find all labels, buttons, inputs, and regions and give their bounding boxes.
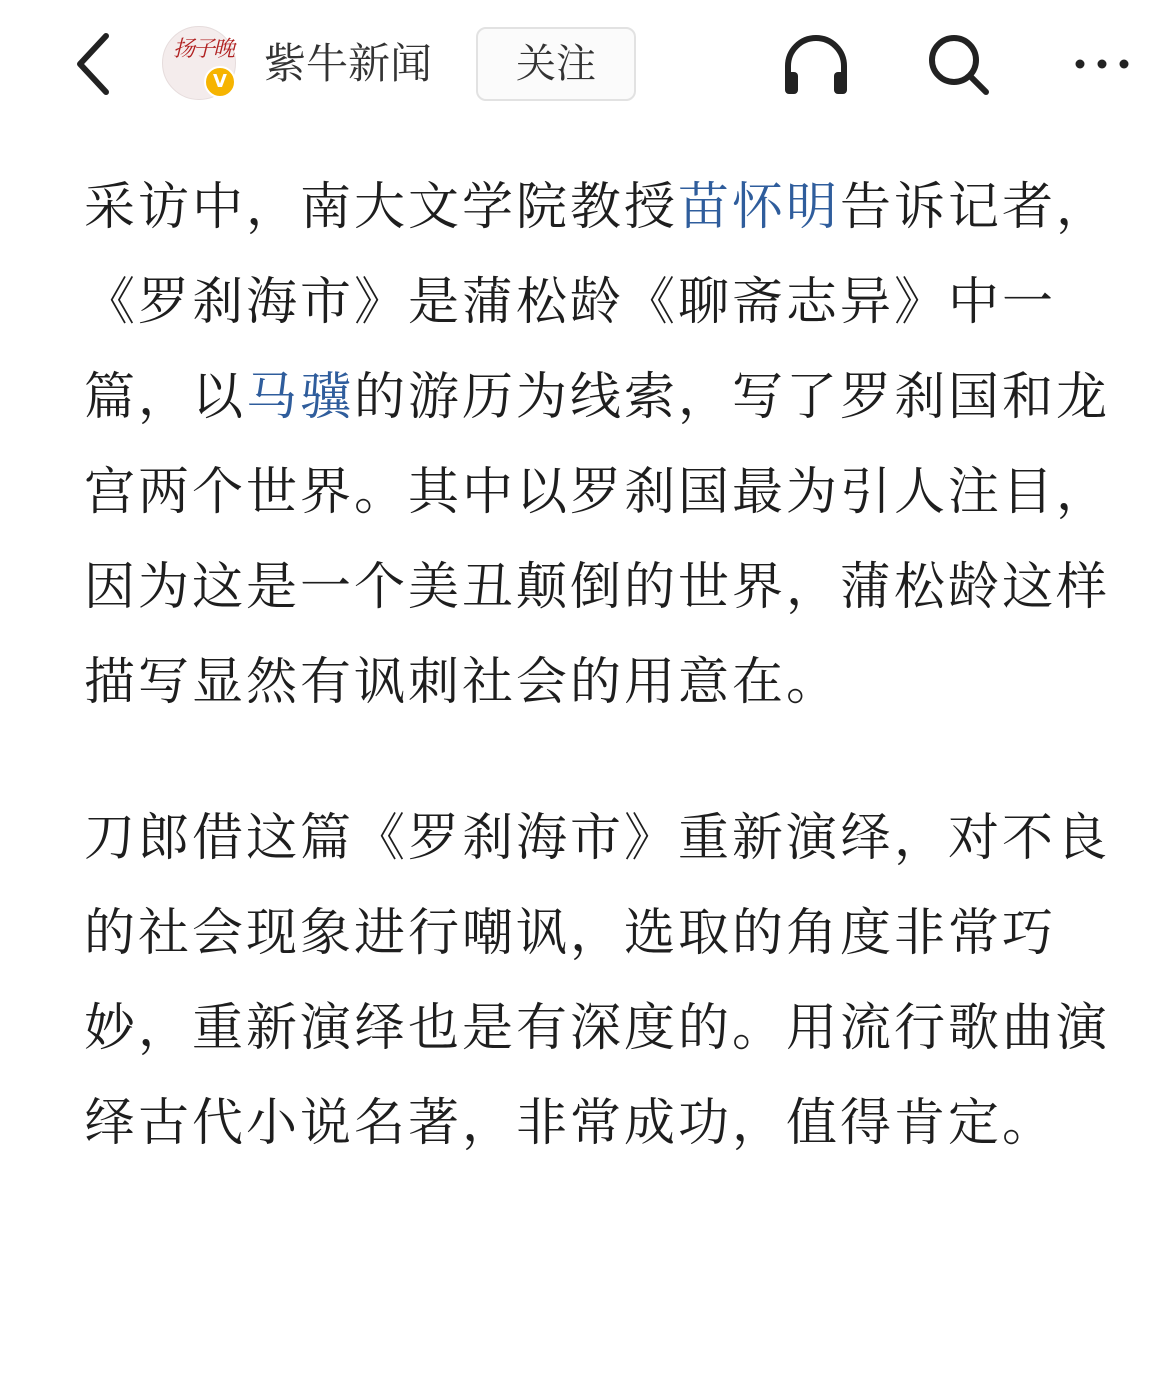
article-body bbox=[84, 160, 1134, 1171]
search-icon[interactable] bbox=[922, 28, 994, 100]
paragraph-text: 采访中，南大文学院教授 bbox=[84, 178, 679, 237]
paragraph-text: 的游历为线索，写了罗刹国和龙宫两个世界。其中以罗刹国最为引人注目，因为这是一个美丑颠倒的世界，蒲松龄这样描写显然有讽刺社会的用意在。 bbox=[84, 368, 1111, 712]
headphones-icon[interactable] bbox=[780, 28, 852, 100]
paragraph-text: 告诉记者，《罗刹海市》是蒲松龄《聊斋志异》中一篇，以 bbox=[84, 178, 1111, 427]
paragraph-text: 刀郎借这篇《罗刹海市》重新演绎，对不良的社会现象进行嘲讽，选取的角度非常巧妙，重新演绎也是有深度的。用流行歌曲演绎古代小说名著，非常成功，值得肯定。 bbox=[84, 809, 1111, 1153]
more-icon[interactable] bbox=[1066, 28, 1138, 100]
verified-badge-icon: V bbox=[204, 66, 236, 98]
account-name[interactable]: 紫牛新闻 bbox=[264, 39, 433, 88]
follow-button[interactable]: 关注 bbox=[476, 27, 636, 101]
back-arrow-icon[interactable] bbox=[66, 26, 126, 102]
person-link-ma-ji[interactable]: 马骥 bbox=[246, 368, 355, 427]
top-navigation-bar bbox=[0, 0, 1170, 130]
article-paragraph-1 bbox=[84, 160, 1134, 730]
person-link-miao-huaiming[interactable]: 苗怀明 bbox=[678, 178, 841, 237]
avatar-logo-text: 扬子晚 bbox=[173, 37, 234, 62]
article-paragraph-2 bbox=[84, 791, 1134, 1171]
